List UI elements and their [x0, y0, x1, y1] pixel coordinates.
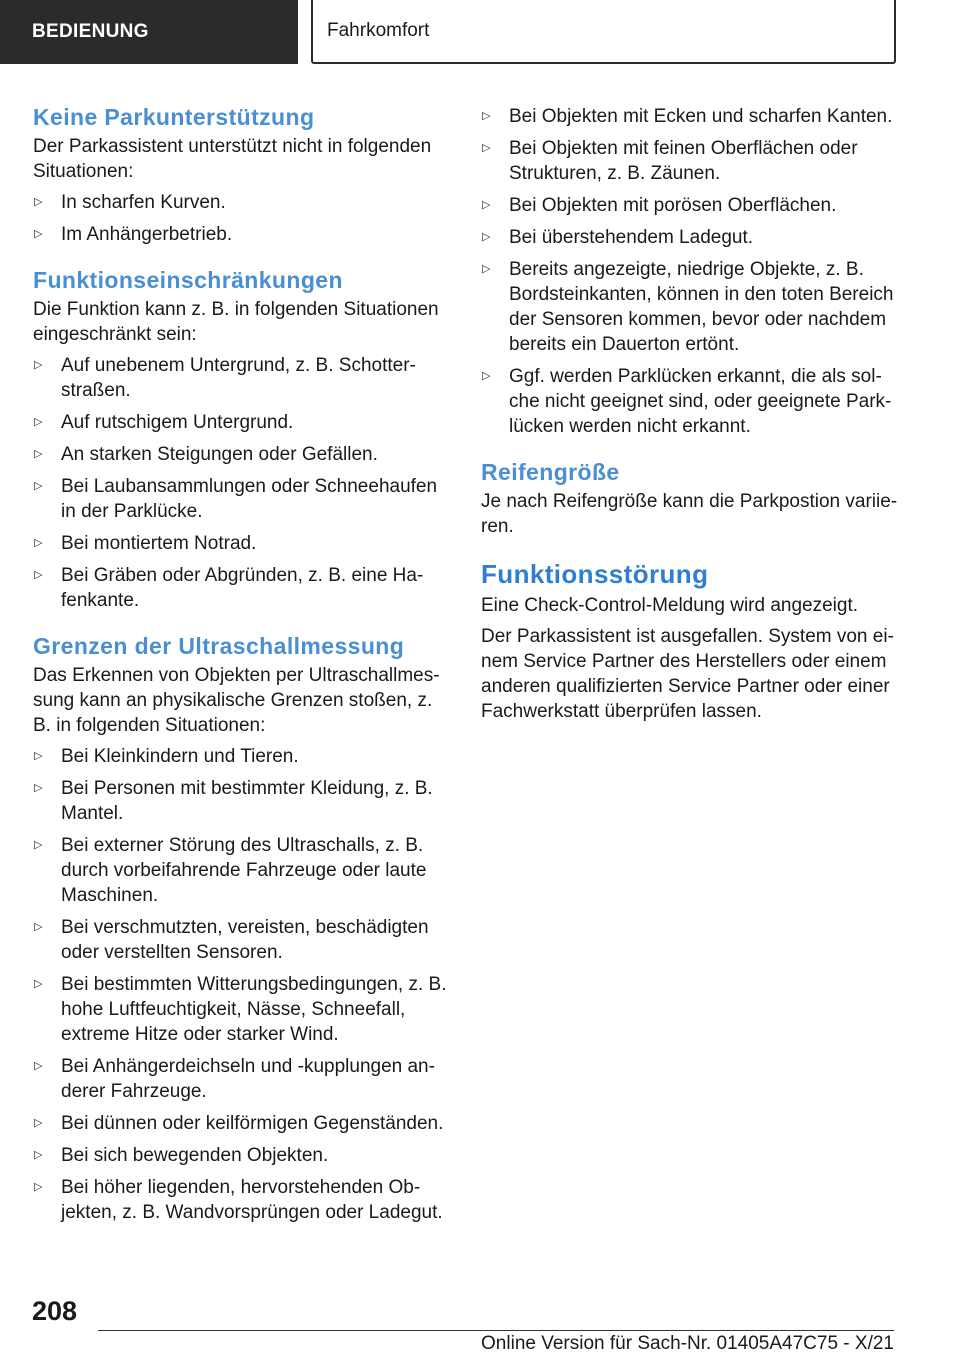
triangle-bullet-icon: ▷ — [34, 1060, 43, 1072]
triangle-bullet-icon: ▷ — [34, 782, 43, 794]
list-item: ▷ Bei Objekten mit feinen Oberflächen oder Strukturen, z. B. Zäunen. — [482, 138, 858, 184]
list-item: ▷ Bei Laubansammlungen oder Schneehaufen in der Parklücke. — [34, 476, 438, 522]
triangle-bullet-icon: ▷ — [482, 199, 491, 211]
list-item: ▷ Bereits angezeigte, niedrige Objekte, z. B. Bordsteinkanten, können in den toten Bereich der Sensoren kommen, bevor oder nachdem bereits ein Dauerton ertönt. — [482, 259, 894, 355]
section-text: Eine Check-Control-Meldung wird angezeigt. — [481, 595, 859, 616]
list-item: ▷ Bei Objekten mit porösen Oberflächen. — [482, 195, 837, 216]
triangle-bullet-icon: ▷ — [34, 978, 43, 990]
triangle-bullet-icon: ▷ — [34, 480, 43, 492]
page-number: 208 — [32, 1296, 78, 1326]
left-column — [33, 100, 451, 1241]
list-item: ▷ Bei Gräben oder Abgründen, z. B. eine Hafenkante. — [34, 565, 424, 611]
triangle-bullet-icon: ▷ — [34, 921, 43, 933]
section-title: Funktionsstörung — [481, 559, 709, 589]
footer-divider — [98, 1330, 894, 1331]
section-reifengroesse — [481, 455, 901, 539]
bullet-list — [481, 104, 901, 439]
section-text: Der Parkassistent ist ausgefallen. System von einem Service Partner des Herstellers oder einem anderen qualifizierten Service Partner oder einer Fachwerkstatt überprüfen lassen. — [481, 626, 894, 722]
triangle-bullet-icon: ▷ — [34, 1149, 43, 1161]
triangle-bullet-icon: ▷ — [34, 359, 43, 371]
section-text: Je nach Reifengröße kann die Parkpostion variieren. — [481, 491, 898, 537]
list-item: ▷ Bei sich bewegenden Objekten. — [34, 1145, 329, 1166]
section-funktionsstoerung — [481, 555, 901, 724]
triangle-bullet-icon: ▷ — [34, 569, 43, 581]
section-grenzen-ultraschallmessung — [33, 629, 451, 1225]
list-item: ▷ Auf unebenem Untergrund, z. B. Schotterstraßen. — [34, 355, 416, 401]
list-item: ▷ Bei montiertem Notrad. — [34, 533, 257, 554]
section-intro: Der Parkassistent unterstützt nicht in folgenden Situationen: — [33, 136, 432, 182]
list-item: ▷ In scharfen Kurven. — [34, 192, 226, 213]
list-item: ▷ Bei Personen mit bestimmter Kleidung, z. B. Mantel. — [34, 778, 433, 824]
list-item: ▷ Bei Objekten mit Ecken und scharfen Kanten. — [482, 106, 893, 127]
header-section-label: BEDIENUNG — [32, 21, 149, 42]
section-title: Grenzen der Ultraschallmessung — [33, 633, 405, 659]
section-keine-parkunterstuetzung — [33, 100, 451, 247]
list-item: ▷ Bei höher liegenden, hervorstehenden Objekten, z. B. Wandvorsprüngen oder Ladegut. — [34, 1177, 443, 1223]
bullet-list — [33, 190, 451, 247]
triangle-bullet-icon: ▷ — [34, 196, 43, 208]
list-item: ▷ Im Anhängerbetrieb. — [34, 224, 233, 245]
section-title: Reifengröße — [481, 459, 620, 485]
section-title: Funktionseinschränkungen — [33, 267, 343, 293]
list-item: ▷ Bei dünnen oder keilförmigen Gegenständen. — [34, 1113, 444, 1134]
list-item: ▷ Bei bestimmten Witterungsbedingungen, z. B. hohe Luftfeuchtigkeit, Nässe, Schneefall, extreme Hitze oder starker Wind. — [34, 974, 447, 1045]
triangle-bullet-icon: ▷ — [34, 1117, 43, 1129]
bullet-list — [33, 353, 451, 613]
section-intro: Die Funktion kann z. B. in folgenden Situationen eingeschränkt sein: — [33, 299, 439, 345]
list-item: ▷ An starken Steigungen oder Gefällen. — [34, 444, 378, 465]
triangle-bullet-icon: ▷ — [34, 537, 43, 549]
section-intro: Das Erkennen von Objekten per Ultraschallmessung kann an physikalische Grenzen stoßen, z. B. in folgenden Situationen: — [33, 665, 440, 736]
triangle-bullet-icon: ▷ — [482, 263, 491, 275]
section-ultraschall-continued — [481, 104, 901, 439]
triangle-bullet-icon: ▷ — [34, 416, 43, 428]
triangle-bullet-icon: ▷ — [34, 448, 43, 460]
triangle-bullet-icon: ▷ — [482, 142, 491, 154]
section-title: Keine Parkunterstützung — [33, 104, 315, 130]
list-item: ▷ Bei Anhängerdeichseln und -kupplungen anderer Fahrzeuge. — [34, 1056, 435, 1102]
footer-online-version: Online Version für Sach-Nr. 01405A47C75 - X/21 — [481, 1333, 894, 1354]
list-item: ▷ Bei verschmutzten, vereisten, beschädigten oder verstellten Sensoren. — [34, 917, 429, 963]
triangle-bullet-icon: ▷ — [34, 750, 43, 762]
triangle-bullet-icon: ▷ — [482, 370, 491, 382]
right-column — [481, 100, 901, 740]
list-item: ▷ Bei überstehendem Ladegut. — [482, 227, 754, 248]
triangle-bullet-icon: ▷ — [34, 1181, 43, 1193]
list-item: ▷ Bei externer Störung des Ultraschalls, z. B. durch vorbeifahrende Fahrzeuge oder laute Maschinen. — [34, 835, 427, 906]
list-item: ▷ Auf rutschigem Untergrund. — [34, 412, 294, 433]
triangle-bullet-icon: ▷ — [482, 231, 491, 243]
triangle-bullet-icon: ▷ — [34, 839, 43, 851]
section-funktionseinschraenkungen — [33, 263, 451, 613]
triangle-bullet-icon: ▷ — [482, 110, 491, 122]
triangle-bullet-icon: ▷ — [34, 228, 43, 240]
header-section-tab — [0, 0, 298, 64]
list-item: ▷ Ggf. werden Parklücken erkannt, die als solche nicht geeignet sind, oder geeignete Parklücken werden nicht erkannt. — [482, 366, 892, 437]
header-chapter-label: Fahrkomfort — [327, 20, 430, 41]
bullet-list — [33, 744, 451, 1225]
header-chapter-tab — [311, 0, 896, 64]
list-item: ▷ Bei Kleinkindern und Tieren. — [34, 746, 299, 767]
